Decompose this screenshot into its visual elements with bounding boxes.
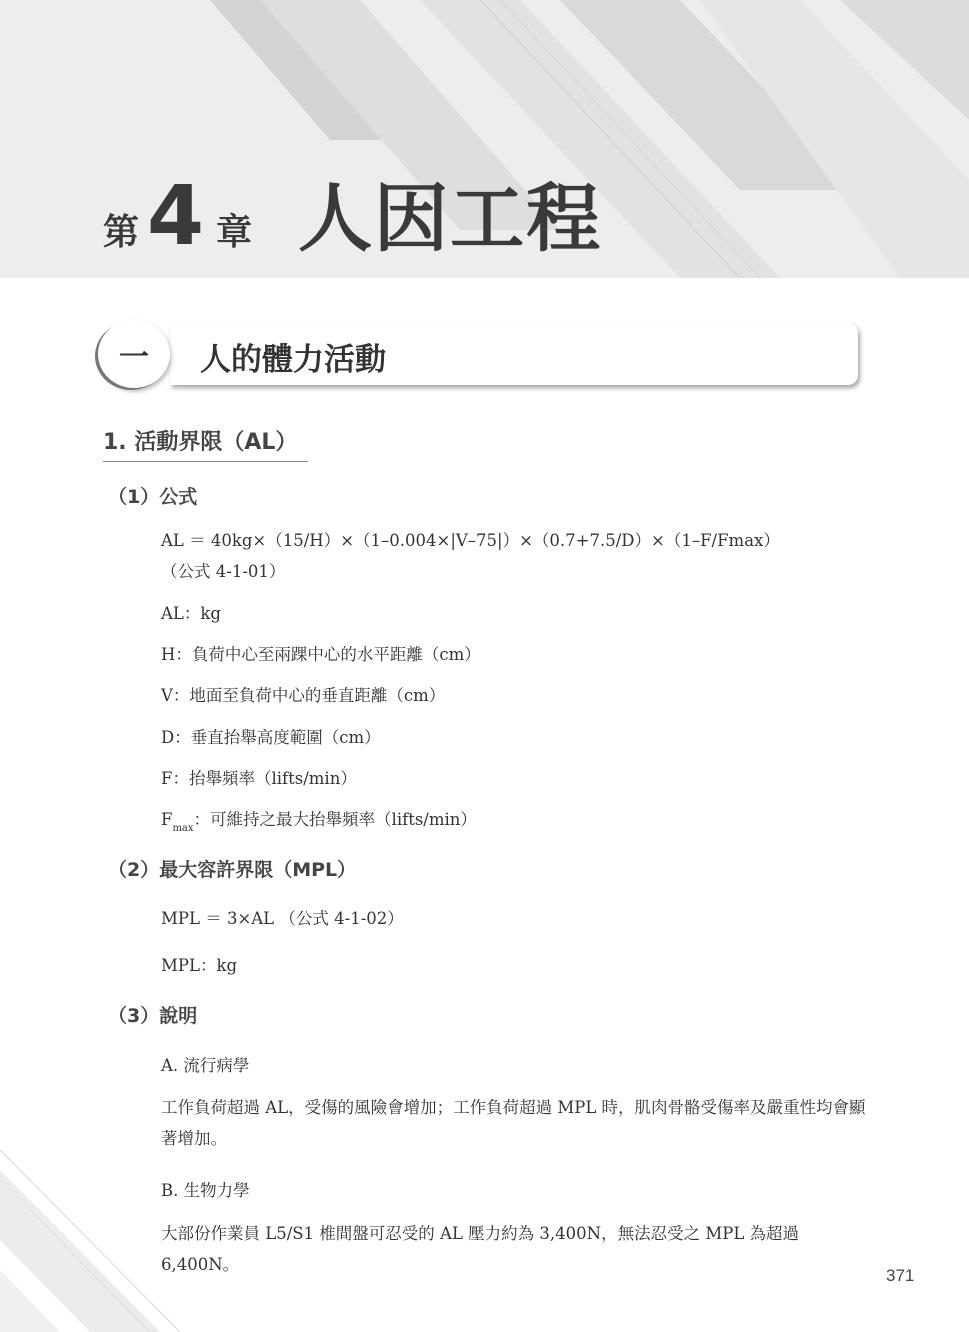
definition-h: H：負荷中心至兩踝中心的水平距離（cm） [161,645,481,664]
definition-d: D：垂直抬舉高度範圍（cm） [161,728,381,747]
heading-formula: （1）公式 [108,486,198,508]
footer-decoration [0,1150,260,1332]
heading-explanation: （3）說明 [108,1005,198,1027]
chapter-number: 4 [147,169,203,264]
section-number-badge: 一 [98,320,170,388]
epidemiology-text: 工作負荷超過 AL，受傷的風險會增加；工作負荷超過 MPL 時，肌肉骨骼受傷率及嚴重性均會顯著增加。 [161,1098,866,1148]
biomechanics-title: B. 生物力學 [161,1181,250,1200]
formula-reference: （公式 4-1-01） [161,562,286,581]
heading-activity-limit: 1. 活動界限（AL） [103,425,308,462]
formula-line: AL ＝ 40kg×（15/H）×（1–0.004×|V–75|）×（0.7+7.5/D）×（1–F/Fmax） [161,531,780,550]
section-title: 人的體力活動 [200,342,386,378]
chapter-suffix: 章 [216,212,253,253]
fmax-text: ：可維持之最大抬舉頻率（lifts/min） [193,810,477,829]
definition-v: V：地面至負荷中心的垂直距離（cm） [161,686,446,705]
chapter-title [103,160,603,264]
chapter-name: 人因工程 [298,176,603,262]
fmax-symbol: F [161,810,173,829]
heading-mpl: （2）最大容許界限（MPL） [108,859,357,881]
page-number: 371 [886,1266,915,1285]
biomechanics-text: 大部份作業員 L5/S1 椎間盤可忍受的 AL 壓力約為 3,400N，無法忍受之 MPL 為超過 6,400N。 [161,1224,800,1274]
definition-fmax [161,806,477,834]
mpl-formula: MPL ＝ 3×AL （公式 4-1-02） [161,909,404,928]
chapter-prefix: 第 [103,212,140,253]
epidemiology-title: A. 流行病學 [161,1056,250,1075]
chapter-header-band [0,0,969,278]
fmax-subscript: max [172,823,194,834]
mpl-unit: MPL：kg [161,956,238,975]
definition-al: AL：kg [161,604,221,623]
definition-f: F：抬舉頻率（lifts/min） [161,769,357,788]
